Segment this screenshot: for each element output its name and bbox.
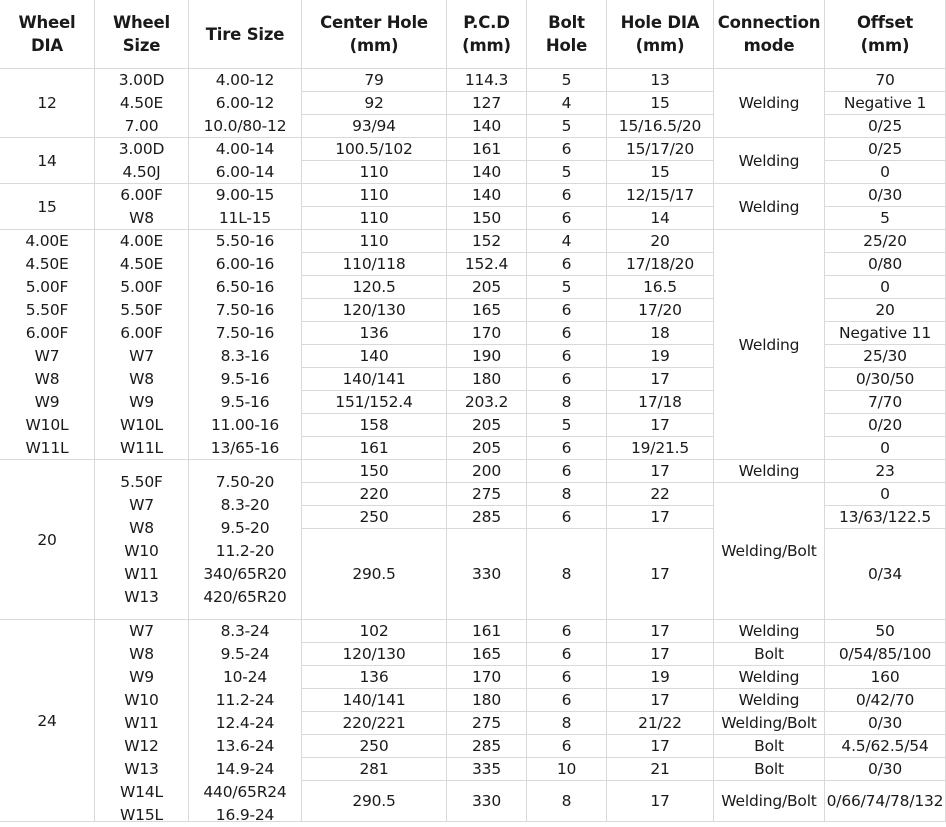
wheel-dia-cell-line: W10L bbox=[25, 415, 69, 434]
connection-mode-cell: Welding bbox=[714, 184, 825, 230]
connection-mode-cell: Welding bbox=[714, 689, 825, 712]
wheel-size-cell-line: 4.50J bbox=[122, 162, 161, 181]
hole-dia-cell: 17/18 bbox=[607, 391, 714, 414]
wheel-size-cell bbox=[95, 138, 189, 184]
bolt-hole-cell: 5 bbox=[527, 69, 607, 92]
pcd-cell: 140 bbox=[447, 115, 527, 138]
wheel-dia-cell-line: W11L bbox=[25, 438, 69, 457]
wheel-dia-cell-line: 4.00E bbox=[25, 231, 69, 250]
offset-cell: 0/25 bbox=[825, 115, 946, 138]
tire-size-cell bbox=[189, 138, 302, 184]
wheel-size-cell-line: 4.50E bbox=[119, 254, 164, 273]
tire-size-cell-line: 10-24 bbox=[222, 668, 268, 686]
bolt-hole-cell: 6 bbox=[527, 437, 607, 460]
pcd-cell: 165 bbox=[447, 643, 527, 666]
tire-size-cell-line: 8.3-20 bbox=[220, 495, 270, 514]
bolt-hole-cell: 4 bbox=[527, 230, 607, 253]
wheel-size-cell-line: W8 bbox=[129, 369, 154, 388]
pcd-cell: 170 bbox=[447, 666, 527, 689]
bolt-hole-cell: 8 bbox=[527, 483, 607, 506]
wheel-size-cell-line: 5.50F bbox=[120, 300, 163, 319]
center-hole-cell: 136 bbox=[302, 666, 447, 689]
center-hole-cell: 161 bbox=[302, 437, 447, 460]
connection-mode-cell: Welding bbox=[714, 138, 825, 184]
header-wheel-size: Wheel Size bbox=[95, 0, 189, 69]
tire-size-cell-line: 10.0/80-12 bbox=[203, 116, 287, 135]
wheel-size-cell-line: 3.00D bbox=[118, 139, 165, 158]
pcd-cell: 275 bbox=[447, 712, 527, 735]
pcd-cell: 205 bbox=[447, 276, 527, 299]
pcd-cell: 180 bbox=[447, 689, 527, 712]
hole-dia-cell: 13 bbox=[607, 69, 714, 92]
center-hole-cell: 140/141 bbox=[302, 689, 447, 712]
connection-mode-cell: Welding bbox=[714, 666, 825, 689]
pcd-cell: 140 bbox=[447, 184, 527, 207]
offset-cell: 0/66/74/78/132 bbox=[825, 781, 946, 822]
pcd-cell: 165 bbox=[447, 299, 527, 322]
wheel-size-cell-line: W10 bbox=[124, 541, 159, 560]
wheel-dia-cell-line: 5.00F bbox=[25, 277, 69, 296]
tire-size-cell-line: 4.00-12 bbox=[215, 70, 275, 89]
header-tire-size: Tire Size bbox=[189, 0, 302, 69]
hole-dia-cell: 19 bbox=[607, 666, 714, 689]
tire-size-cell-line: 9.5-16 bbox=[220, 369, 270, 388]
tire-size-cell-line: 8.3-24 bbox=[220, 622, 270, 640]
wheel-size-cell-line: 6.00F bbox=[120, 185, 163, 204]
tire-size-cell bbox=[189, 184, 302, 230]
center-hole-cell: 120.5 bbox=[302, 276, 447, 299]
wheel-dia-cell: 20 bbox=[0, 460, 95, 620]
hole-dia-cell: 17 bbox=[607, 781, 714, 822]
center-hole-cell: 250 bbox=[302, 506, 447, 529]
bolt-hole-cell: 6 bbox=[527, 620, 607, 643]
bolt-hole-cell: 8 bbox=[527, 712, 607, 735]
tire-size-cell-line: 6.00-12 bbox=[215, 93, 275, 112]
tire-size-cell-line: 12.4-24 bbox=[215, 714, 275, 732]
pcd-cell: 285 bbox=[447, 506, 527, 529]
offset-cell: 50 bbox=[825, 620, 946, 643]
connection-mode-cell: Welding bbox=[714, 460, 825, 483]
header-center-hole: Center Hole (mm) bbox=[302, 0, 447, 69]
center-hole-cell: 120/130 bbox=[302, 643, 447, 666]
center-hole-cell: 110/118 bbox=[302, 253, 447, 276]
wheel-size-cell-line: 3.00D bbox=[118, 70, 165, 89]
connection-mode-cell: Welding bbox=[714, 230, 825, 460]
wheel-dia-cell: 15 bbox=[0, 184, 95, 230]
connection-mode-cell: Bolt bbox=[714, 735, 825, 758]
wheel-dia-cell-line: 6.00F bbox=[25, 323, 69, 342]
wheel-size-cell-line: W11L bbox=[120, 438, 163, 457]
wheel-size-cell-line: 4.00E bbox=[119, 231, 164, 250]
hole-dia-cell: 17 bbox=[607, 689, 714, 712]
center-hole-cell: 290.5 bbox=[302, 781, 447, 822]
bolt-hole-cell: 4 bbox=[527, 92, 607, 115]
hole-dia-cell: 12/15/17 bbox=[607, 184, 714, 207]
center-hole-cell: 120/130 bbox=[302, 299, 447, 322]
tire-size-cell-line: 11.00-16 bbox=[210, 415, 280, 434]
hole-dia-cell: 17 bbox=[607, 620, 714, 643]
offset-cell: 25/30 bbox=[825, 345, 946, 368]
pcd-cell: 330 bbox=[447, 781, 527, 822]
tire-size-cell-line: 8.3-16 bbox=[220, 346, 270, 365]
hole-dia-cell: 19/21.5 bbox=[607, 437, 714, 460]
hole-dia-cell: 17/18/20 bbox=[607, 253, 714, 276]
center-hole-cell: 150 bbox=[302, 460, 447, 483]
connection-mode-cell: Welding/Bolt bbox=[714, 781, 825, 822]
wheel-dia-cell-line: W9 bbox=[34, 392, 60, 411]
wheel-size-cell-line: W13 bbox=[124, 587, 159, 606]
bolt-hole-cell: 5 bbox=[527, 161, 607, 184]
pcd-cell: 152.4 bbox=[447, 253, 527, 276]
pcd-cell: 140 bbox=[447, 161, 527, 184]
offset-cell: 0/20 bbox=[825, 414, 946, 437]
header-hole-dia: Hole DIA (mm) bbox=[607, 0, 714, 69]
tire-size-cell bbox=[189, 230, 302, 460]
hole-dia-cell: 17 bbox=[607, 414, 714, 437]
pcd-cell: 205 bbox=[447, 437, 527, 460]
hole-dia-cell: 21 bbox=[607, 758, 714, 781]
offset-cell: 0/25 bbox=[825, 138, 946, 161]
bolt-hole-cell: 6 bbox=[527, 253, 607, 276]
wheel-size-cell-line: W9 bbox=[129, 392, 154, 411]
pcd-cell: 161 bbox=[447, 138, 527, 161]
header-pcd: P.C.D (mm) bbox=[447, 0, 527, 69]
connection-mode-cell: Welding bbox=[714, 69, 825, 138]
pcd-cell: 150 bbox=[447, 207, 527, 230]
bolt-hole-cell: 5 bbox=[527, 276, 607, 299]
pcd-cell: 275 bbox=[447, 483, 527, 506]
wheel-dia-cell: 12 bbox=[0, 69, 95, 138]
offset-cell: 0/30 bbox=[825, 712, 946, 735]
wheel-size-cell-line: W12 bbox=[124, 737, 159, 755]
pcd-cell: 200 bbox=[447, 460, 527, 483]
wheel-size-cell-line: W8 bbox=[129, 645, 154, 663]
bolt-hole-cell: 6 bbox=[527, 138, 607, 161]
tire-size-cell-line: 6.00-14 bbox=[215, 162, 275, 181]
pcd-cell: 285 bbox=[447, 735, 527, 758]
tire-size-cell-line: 16.9-24 bbox=[215, 806, 275, 824]
bolt-hole-cell: 6 bbox=[527, 322, 607, 345]
pcd-cell: 205 bbox=[447, 414, 527, 437]
offset-cell: 0 bbox=[825, 437, 946, 460]
pcd-cell: 190 bbox=[447, 345, 527, 368]
offset-cell: 0/54/85/100 bbox=[825, 643, 946, 666]
pcd-cell: 170 bbox=[447, 322, 527, 345]
offset-cell: 4.5/62.5/54 bbox=[825, 735, 946, 758]
tire-size-cell-line: 6.50-16 bbox=[215, 277, 275, 296]
offset-cell: 13/63/122.5 bbox=[825, 506, 946, 529]
tire-size-cell bbox=[189, 69, 302, 138]
hole-dia-cell: 22 bbox=[607, 483, 714, 506]
bolt-hole-cell: 6 bbox=[527, 689, 607, 712]
wheel-dia-cell bbox=[0, 230, 95, 460]
tire-size-cell-line: 13/65-16 bbox=[210, 438, 280, 457]
offset-cell: Negative 1 bbox=[825, 92, 946, 115]
hole-dia-cell: 18 bbox=[607, 322, 714, 345]
hole-dia-cell: 17/20 bbox=[607, 299, 714, 322]
wheel-size-cell-line: W11 bbox=[124, 564, 159, 583]
wheel-size-cell-line: W7 bbox=[129, 495, 154, 514]
header-bolt-hole: Bolt Hole bbox=[527, 0, 607, 69]
tire-size-cell-line: 340/65R20 bbox=[203, 564, 287, 583]
header-connection-mode: Connection mode bbox=[714, 0, 825, 69]
bolt-hole-cell: 6 bbox=[527, 207, 607, 230]
offset-cell: 0 bbox=[825, 276, 946, 299]
connection-mode-cell: Welding/Bolt bbox=[714, 712, 825, 735]
wheel-size-cell-line: 6.00F bbox=[120, 323, 163, 342]
tire-size-cell-line: 11.2-24 bbox=[215, 691, 275, 709]
offset-cell: 0/34 bbox=[825, 529, 946, 620]
center-hole-cell: 158 bbox=[302, 414, 447, 437]
header-wheel-dia: Wheel DIA bbox=[0, 0, 95, 69]
hole-dia-cell: 17 bbox=[607, 529, 714, 620]
hole-dia-cell: 15 bbox=[607, 92, 714, 115]
bolt-hole-cell: 6 bbox=[527, 643, 607, 666]
hole-dia-cell: 15/17/20 bbox=[607, 138, 714, 161]
bolt-hole-cell: 6 bbox=[527, 345, 607, 368]
hole-dia-cell: 15 bbox=[607, 161, 714, 184]
wheel-dia-cell: 14 bbox=[0, 138, 95, 184]
offset-cell: 0/30/50 bbox=[825, 368, 946, 391]
connection-mode-cell: Welding bbox=[714, 620, 825, 643]
wheel-dia-cell-line: W7 bbox=[34, 346, 60, 365]
center-hole-cell: 136 bbox=[302, 322, 447, 345]
wheel-size-cell-line: W7 bbox=[129, 622, 154, 640]
center-hole-cell: 110 bbox=[302, 230, 447, 253]
bolt-hole-cell: 6 bbox=[527, 299, 607, 322]
wheel-size-cell-line: 7.00 bbox=[124, 116, 159, 135]
center-hole-cell: 92 bbox=[302, 92, 447, 115]
pcd-cell: 330 bbox=[447, 529, 527, 620]
bolt-hole-cell: 6 bbox=[527, 368, 607, 391]
tire-size-cell-line: 440/65R24 bbox=[203, 783, 287, 801]
wheel-size-cell-line: 5.50F bbox=[120, 472, 163, 491]
center-hole-cell: 110 bbox=[302, 184, 447, 207]
bolt-hole-cell: 5 bbox=[527, 414, 607, 437]
wheel-size-cell-line: W14L bbox=[120, 783, 163, 801]
center-hole-cell: 151/152.4 bbox=[302, 391, 447, 414]
tire-size-cell-line: 4.00-14 bbox=[215, 139, 275, 158]
bolt-hole-cell: 6 bbox=[527, 184, 607, 207]
connection-mode-cell: Bolt bbox=[714, 643, 825, 666]
center-hole-cell: 93/94 bbox=[302, 115, 447, 138]
hole-dia-cell: 15/16.5/20 bbox=[607, 115, 714, 138]
tire-size-cell-line: 9.5-16 bbox=[220, 392, 270, 411]
offset-cell: 0/30 bbox=[825, 758, 946, 781]
bolt-hole-cell: 6 bbox=[527, 460, 607, 483]
bolt-hole-cell: 6 bbox=[527, 666, 607, 689]
pcd-cell: 114.3 bbox=[447, 69, 527, 92]
wheel-size-cell bbox=[95, 620, 189, 822]
offset-cell: 0/42/70 bbox=[825, 689, 946, 712]
hole-dia-cell: 17 bbox=[607, 643, 714, 666]
wheel-size-cell-line: W13 bbox=[124, 760, 159, 778]
tire-size-cell-line: 7.50-20 bbox=[215, 472, 275, 491]
wheel-size-cell-line: W11 bbox=[124, 714, 159, 732]
connection-mode-cell: Bolt bbox=[714, 758, 825, 781]
tire-size-cell bbox=[189, 620, 302, 822]
hole-dia-cell: 14 bbox=[607, 207, 714, 230]
pcd-cell: 127 bbox=[447, 92, 527, 115]
bolt-hole-cell: 8 bbox=[527, 781, 607, 822]
connection-mode-cell: Welding/Bolt bbox=[714, 483, 825, 620]
hole-dia-cell: 17 bbox=[607, 368, 714, 391]
offset-cell: 25/20 bbox=[825, 230, 946, 253]
wheel-size-cell bbox=[95, 460, 189, 620]
center-hole-cell: 100.5/102 bbox=[302, 138, 447, 161]
center-hole-cell: 140/141 bbox=[302, 368, 447, 391]
pcd-cell: 152 bbox=[447, 230, 527, 253]
wheel-size-cell-line: 4.50E bbox=[119, 93, 164, 112]
tire-size-cell-line: 9.5-20 bbox=[220, 518, 270, 537]
offset-cell: 0/80 bbox=[825, 253, 946, 276]
tire-size-cell-line: 5.50-16 bbox=[215, 231, 275, 250]
center-hole-cell: 281 bbox=[302, 758, 447, 781]
hole-dia-cell: 17 bbox=[607, 460, 714, 483]
pcd-cell: 161 bbox=[447, 620, 527, 643]
center-hole-cell: 220 bbox=[302, 483, 447, 506]
tire-size-cell-line: 6.00-16 bbox=[215, 254, 275, 273]
tire-size-cell-line: 13.6-24 bbox=[215, 737, 275, 755]
pcd-cell: 335 bbox=[447, 758, 527, 781]
hole-dia-cell: 20 bbox=[607, 230, 714, 253]
offset-cell: 160 bbox=[825, 666, 946, 689]
tire-size-cell-line: 7.50-16 bbox=[215, 300, 275, 319]
bolt-hole-cell: 5 bbox=[527, 115, 607, 138]
wheel-size-cell-line: W8 bbox=[129, 208, 154, 227]
center-hole-cell: 290.5 bbox=[302, 529, 447, 620]
wheel-size-cell-line: W8 bbox=[129, 518, 154, 537]
bolt-hole-cell: 6 bbox=[527, 506, 607, 529]
offset-cell: 0/30 bbox=[825, 184, 946, 207]
center-hole-cell: 140 bbox=[302, 345, 447, 368]
bolt-hole-cell: 8 bbox=[527, 529, 607, 620]
tire-size-cell-line: 7.50-16 bbox=[215, 323, 275, 342]
center-hole-cell: 250 bbox=[302, 735, 447, 758]
wheel-size-cell bbox=[95, 184, 189, 230]
wheel-size-cell-line: W10L bbox=[120, 415, 163, 434]
tire-size-cell-line: 14.9-24 bbox=[215, 760, 275, 778]
wheel-size-cell bbox=[95, 69, 189, 138]
offset-cell: 70 bbox=[825, 69, 946, 92]
wheel-size-cell bbox=[95, 230, 189, 460]
pcd-cell: 180 bbox=[447, 368, 527, 391]
wheel-dia-cell-line: 5.50F bbox=[25, 300, 69, 319]
pcd-cell: 203.2 bbox=[447, 391, 527, 414]
wheel-dia-cell-line: 4.50E bbox=[25, 254, 69, 273]
center-hole-cell: 102 bbox=[302, 620, 447, 643]
center-hole-cell: 110 bbox=[302, 161, 447, 184]
hole-dia-cell: 21/22 bbox=[607, 712, 714, 735]
hole-dia-cell: 17 bbox=[607, 506, 714, 529]
tire-size-cell bbox=[189, 460, 302, 620]
header-offset: Offset (mm) bbox=[825, 0, 946, 69]
tire-size-cell-line: 9.5-24 bbox=[220, 645, 270, 663]
offset-cell: 0 bbox=[825, 483, 946, 506]
wheel-size-cell-line: W15L bbox=[120, 806, 163, 824]
tire-size-cell-line: 11.2-20 bbox=[215, 541, 275, 560]
bolt-hole-cell: 8 bbox=[527, 391, 607, 414]
tire-size-cell-line: 420/65R20 bbox=[203, 587, 287, 606]
bolt-hole-cell: 10 bbox=[527, 758, 607, 781]
tire-size-cell-line: 9.00-15 bbox=[215, 185, 275, 204]
offset-cell: 7/70 bbox=[825, 391, 946, 414]
bolt-hole-cell: 6 bbox=[527, 735, 607, 758]
offset-cell: 5 bbox=[825, 207, 946, 230]
wheel-size-cell-line: 5.00F bbox=[120, 277, 163, 296]
offset-cell: 23 bbox=[825, 460, 946, 483]
wheel-dia-cell: 24 bbox=[0, 620, 95, 822]
tire-size-cell-line: 11L-15 bbox=[218, 208, 272, 227]
center-hole-cell: 220/221 bbox=[302, 712, 447, 735]
wheel-size-cell-line: W10 bbox=[124, 691, 159, 709]
offset-cell: Negative 11 bbox=[825, 322, 946, 345]
offset-cell: 0 bbox=[825, 161, 946, 184]
wheel-dia-cell-line: W8 bbox=[34, 369, 60, 388]
center-hole-cell: 110 bbox=[302, 207, 447, 230]
wheel-size-cell-line: W7 bbox=[129, 346, 154, 365]
hole-dia-cell: 19 bbox=[607, 345, 714, 368]
center-hole-cell: 79 bbox=[302, 69, 447, 92]
offset-cell: 20 bbox=[825, 299, 946, 322]
wheel-size-cell-line: W9 bbox=[129, 668, 154, 686]
hole-dia-cell: 17 bbox=[607, 735, 714, 758]
hole-dia-cell: 16.5 bbox=[607, 276, 714, 299]
